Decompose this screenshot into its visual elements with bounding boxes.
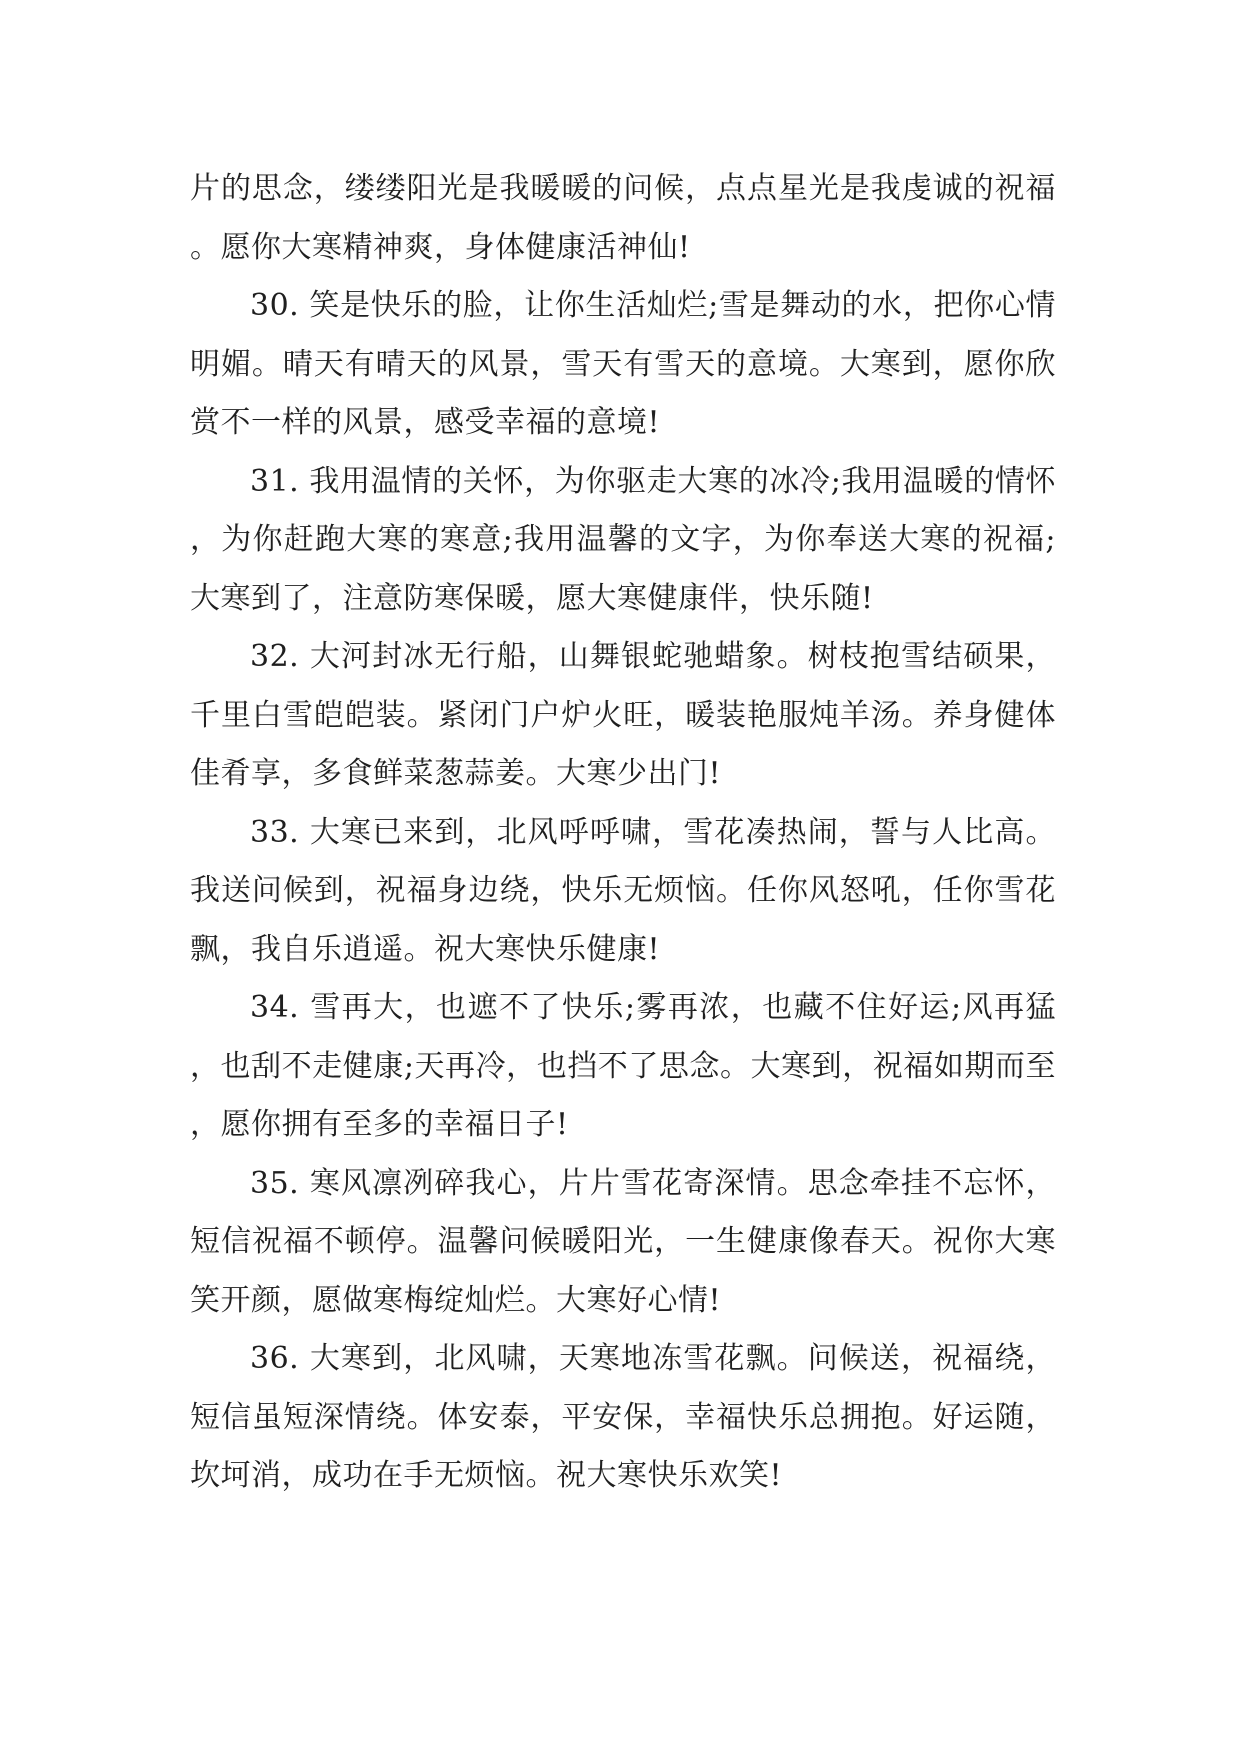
paragraph-item-34: 34. 雪再大，也遮不了快乐;雾再浓，也藏不住好运;风再猛，也刮不走健康;天再冷，也挡不了思念。大寒到，祝福如期而至，愿你拥有至多的幸福日子! xyxy=(190,990,1056,1142)
paragraph-item-35: 35. 寒风凛冽碎我心，片片雪花寄深情。思念牵挂不忘怀，短信祝福不顿停。温馨问候暖阳光，一生健康像春天。祝你大寒笑开颜，愿做寒梅绽灿烂。大寒好心情! xyxy=(190,1165,1056,1318)
document-body xyxy=(190,160,1056,1506)
paragraph-item-30: 30. 笑是快乐的脸，让你生活灿烂;雪是舞动的水，把你心情明媚。晴天有晴天的风景，雪天有雪天的意境。大寒到，愿你欣赏不一样的风景，感受幸福的意境! xyxy=(190,288,1056,440)
paragraph-item-33: 33. 大寒已来到，北风呼呼啸，雪花凑热闹，誓与人比高。我送问候到，祝福身边绕，快乐无烦恼。任你风怒吼，任你雪花飘，我自乐逍遥。祝大寒快乐健康! xyxy=(190,814,1056,967)
paragraph-item-36: 36. 大寒到，北风啸，天寒地冻雪花飘。问候送，祝福绕，短信虽短深情绕。体安泰，平安保，幸福快乐总拥抱。好运随，坎坷消，成功在手无烦恼。祝大寒快乐欢笑! xyxy=(190,1341,1056,1493)
paragraph-item-32: 32. 大河封冰无行船，山舞银蛇驰蜡象。树枝抱雪结硕果，千里白雪皑皑装。紧闭门户炉火旺，暖装艳服炖羊汤。养身健体佳肴享，多食鲜菜葱蒜姜。大寒少出门! xyxy=(190,639,1056,791)
paragraph-item-31: 31. 我用温情的关怀，为你驱走大寒的冰冷;我用温暖的情怀，为你赶跑大寒的寒意;我用温馨的文字，为你奉送大寒的祝福;大寒到了，注意防寒保暖，愿大寒健康伴，快乐随! xyxy=(190,463,1056,616)
paragraph-continuation: 片的思念，缕缕阳光是我暖暖的问候，点点星光是我虔诚的祝福。愿你大寒精神爽，身体健康活神仙! xyxy=(190,171,1056,265)
